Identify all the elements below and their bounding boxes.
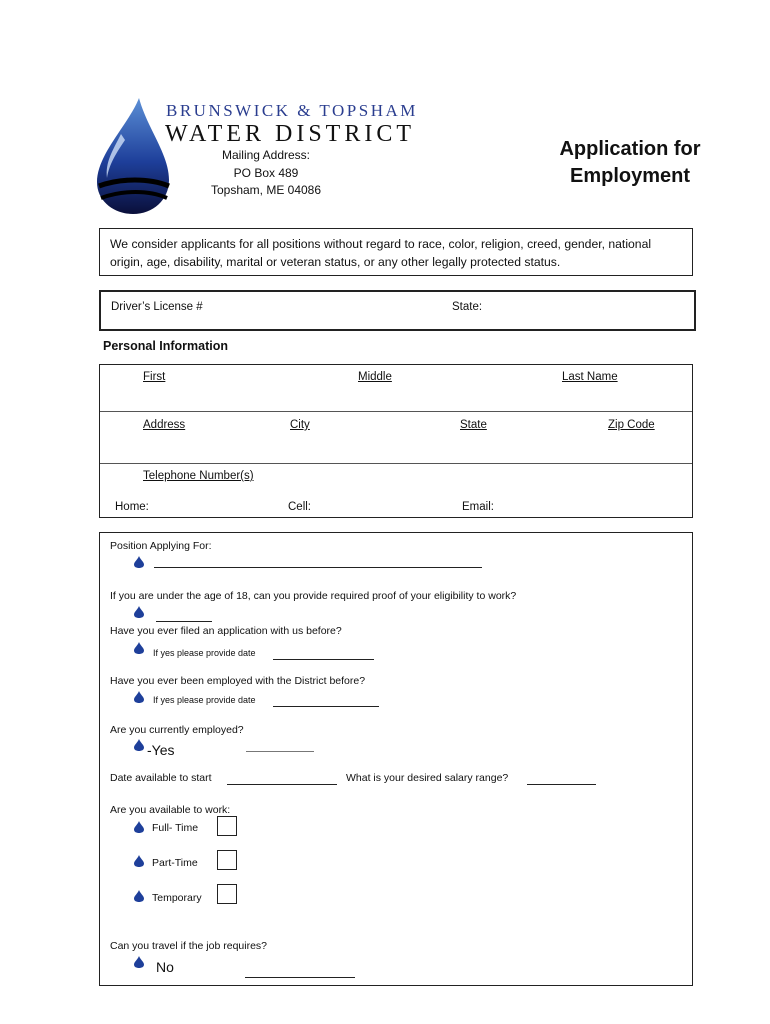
water-drop-icon [134, 739, 144, 751]
travel-question: Can you travel if the job requires? [110, 940, 268, 952]
divider [100, 463, 692, 464]
temporary-checkbox[interactable] [217, 884, 237, 904]
temporary-label: Temporary [152, 892, 202, 904]
travel-answer-line[interactable] [245, 977, 355, 978]
first-name-label: First [143, 371, 166, 383]
state-label: State [460, 419, 487, 431]
license-state-label: State: [452, 301, 483, 313]
filed-before-question: Have you ever filed an application with us before? [110, 625, 342, 637]
employed-date-label: If yes please provide date [153, 695, 256, 705]
available-to-work-label: Are you available to work: [110, 804, 231, 816]
mailing-city: Topsham, ME 04086 [210, 183, 322, 197]
water-drop-icon [134, 556, 144, 568]
water-drop-icon [134, 606, 144, 618]
salary-range-label: What is your desired salary range? [346, 772, 509, 784]
currently-employed-question: Are you currently employed? [110, 724, 244, 736]
full-time-label: Full- Time [152, 822, 199, 834]
part-time-checkbox[interactable] [217, 850, 237, 870]
date-available-line[interactable] [227, 784, 337, 785]
home-phone-label: Home: [115, 501, 149, 513]
water-drop-icon [134, 642, 144, 654]
logo-line-1: BRUNSWICK & TOPSHAM [166, 101, 418, 120]
water-drop-icon [134, 956, 144, 968]
filed-date-line[interactable] [273, 659, 374, 660]
water-drop-logo-icon [91, 94, 171, 218]
city-label: City [290, 419, 310, 431]
logo-line-2: WATER DISTRICT [165, 121, 415, 147]
water-drop-icon [134, 821, 144, 833]
last-name-label: Last Name [562, 371, 618, 383]
date-available-label: Date available to start [110, 772, 212, 784]
mailing-po-box: PO Box 489 [233, 165, 299, 180]
currently-employed-value: Yes [151, 742, 175, 758]
position-applying-label: Position Applying For: [110, 540, 212, 552]
drivers-license-section [99, 290, 696, 331]
drivers-license-label: Driver’s License # [111, 301, 203, 313]
under-18-question: If you are under the age of 18, can you provide required proof of your eligibility to work? [110, 590, 517, 602]
currently-employed-line[interactable] [246, 751, 314, 752]
filed-date-label: If yes please provide date [153, 648, 256, 658]
travel-answer[interactable]: No [156, 959, 174, 975]
employed-before-question: Have you ever been employed with the District before? [110, 675, 366, 687]
title-line-1: Application for [559, 138, 701, 160]
email-label: Email: [462, 501, 494, 513]
address-label: Address [143, 419, 186, 431]
personal-info-box [99, 364, 693, 518]
employed-date-line[interactable] [273, 706, 379, 707]
telephone-label: Telephone Number(s) [143, 470, 254, 482]
salary-range-line[interactable] [527, 784, 596, 785]
water-drop-icon [134, 855, 144, 867]
part-time-label: Part-Time [152, 857, 198, 869]
full-time-checkbox[interactable] [217, 816, 237, 836]
under-18-answer-line[interactable] [156, 621, 212, 622]
position-input-line[interactable] [154, 567, 482, 568]
title-line-2: Employment [569, 165, 691, 187]
cell-phone-label: Cell: [288, 501, 312, 513]
equal-opportunity-notice: We consider applicants for all positions without regard to race, color, religion, creed, gender, national origin, age, disability, marital or veteran status, or any other legally protected status. [99, 228, 693, 276]
position-info-box [99, 532, 693, 986]
water-drop-icon [134, 691, 144, 703]
zip-code-label: Zip Code [608, 419, 655, 431]
water-drop-icon [134, 890, 144, 902]
mailing-label: Mailing Address: [221, 148, 311, 162]
page-title [540, 136, 720, 190]
mailing-address [200, 147, 332, 200]
divider [100, 411, 692, 412]
middle-name-label: Middle [358, 371, 392, 383]
personal-info-heading: Personal Information [103, 339, 229, 353]
currently-employed-answer[interactable]: -Yes [147, 742, 175, 758]
